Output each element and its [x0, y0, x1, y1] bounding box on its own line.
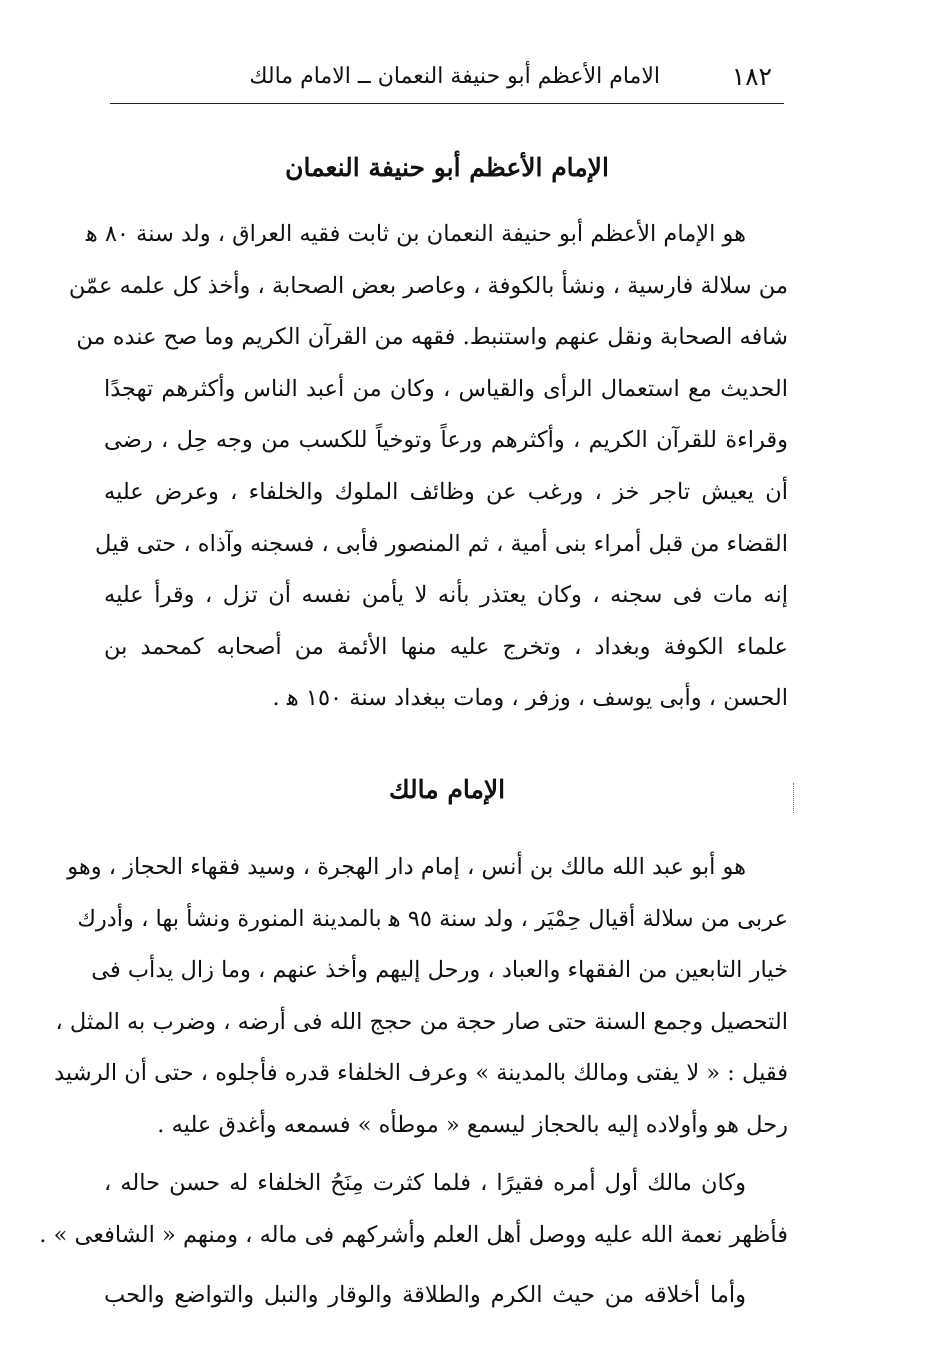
text-line: التحصيل وجمع السنة حتى صار حجة من حجج الله فى أرضه ، وضرب به المثل ،: [55, 1008, 788, 1035]
text-line: عربى من سلالة أقيال حِمْيَر ، ولد سنة ٩٥ ﻫ بالمدينة المنورة ونشأ بها ، وأدرك: [77, 905, 788, 932]
text-line: وقراءة للقرآن الكريم ، وأكثرهم ورعاً وتوخياً للكسب من وجه حِل ، رضى: [104, 427, 788, 454]
paragraph-malik-biography: [54, 842, 788, 1152]
text-line: القضاء من قبل أمراء بنى أمية ، ثم المنصور فأبى ، فسجنه وآذاه ، حتى قيل: [95, 530, 788, 557]
text-line: الحديث مع استعمال الرأى والقياس ، وكان من أعبد الناس وأكثرهم تهجدًا: [104, 375, 788, 402]
paragraph-malik-wealth: [39, 1158, 788, 1261]
header-rule: [110, 103, 784, 104]
paragraph-abu-hanifa: [68, 209, 788, 725]
text-line: وكان مالك أول أمره فقيرًا ، فلما كثرت مِنَحُ الخلفاء له حسن حاله ،: [104, 1170, 746, 1196]
text-line: علماء الكوفة وبغداد ، وتخرج عليه منها الأئمة من أصحابه كمحمد بن: [104, 633, 788, 660]
text-line: هو الإمام الأعظم أبو حنيفة النعمان بن ثابت فقيه العراق ، ولد سنة ٨٠ ﻫ: [85, 221, 746, 247]
section-title-malik: الإمام مالك: [388, 775, 506, 804]
text-line: رحل هو وأولاده إليه بالحجاز ليسمع « موطأه » فسمعه وأغدق عليه .: [157, 1111, 788, 1138]
text-line: من سلالة فارسية ، ونشأ بالكوفة ، وعاصر بعض الصحابة ، وأخذ كل علمه عمّن: [68, 272, 788, 299]
paragraph-malik-character: [104, 1270, 788, 1322]
page-number: ١٨٢: [731, 62, 772, 91]
text-line: شافه الصحابة ونقل عنهم واستنبط. فقهه من القرآن الكريم وما صح عنده من: [76, 324, 788, 351]
running-title: الامام الأعظم أبو حنيفة النعمان ــ الامام مالك: [249, 64, 660, 89]
text-line: فأظهر نعمة الله عليه ووصل أهل العلم وأشركهم فى ماله ، ومنهم « الشافعى » .: [39, 1221, 788, 1248]
text-line: خيار التابعين من الفقهاء والعباد ، ورحل إليهم وأخذ عنهم ، وما زال يدأب فى: [91, 957, 788, 984]
text-line: هو أبو عبد الله مالك بن أنس ، إمام دار الهجرة ، وسيد فقهاء الحجاز ، وهو: [67, 854, 746, 880]
scan-edge-mark: [793, 783, 796, 813]
section-title-abu-hanifa: الإمام الأعظم أبو حنيفة النعمان: [285, 153, 609, 182]
running-header: [110, 58, 790, 98]
text-line: الحسن ، وأبى يوسف ، وزفر ، ومات ببغداد سنة ١٥٠ ﻫ .: [272, 685, 788, 712]
text-line: إنه مات فى سجنه ، وكان يعتذر بأنه لا يأمن نفسه أن تزل ، وقرأ عليه: [104, 582, 788, 609]
text-line: وأما أخلاقه من حيث الكرم والطلاقة والوقار والنبل والتواضع والحب: [104, 1282, 746, 1308]
text-line: فقيل : « لا يفتى ومالك بالمدينة » وعرف الخلفاء قدره فأجلوه ، حتى أن الرشيد: [54, 1060, 788, 1087]
text-line: أن يعيش تاجر خز ، ورغب عن وظائف الملوك والخلفاء ، وعرض عليه: [104, 478, 788, 505]
